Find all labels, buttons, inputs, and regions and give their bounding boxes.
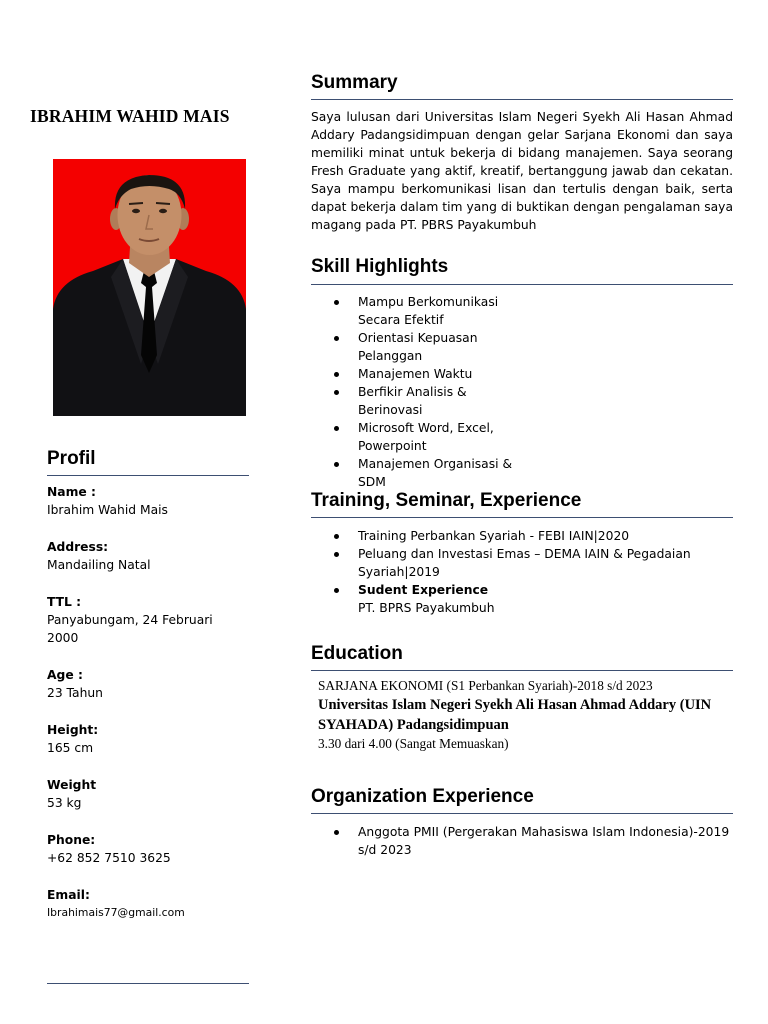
- skill-text: Manajemen Waktu: [358, 367, 473, 381]
- field-label: Weight: [47, 778, 97, 792]
- organization-list: [311, 823, 733, 859]
- list-item: [311, 455, 526, 491]
- student-experience-title: Sudent Experience: [358, 583, 489, 597]
- organization-heading: Organization Experience: [311, 786, 534, 807]
- education-divider: [311, 670, 733, 671]
- summary-text: Saya lulusan dari Universitas Islam Negeri Syekh Ali Hasan Ahmad Addary Padangsidimpuan dengan gelar Sarjana Ekonomi dan saya memiliki minat untuk bekerja di bidang manajemen. Saya seorang Fresh Graduate yang aktif, kreatif, bertanggung jawab dan cekatan. Saya mampu berkomunikasi lisan dan tertulis dengan baik, serta dapat bekerja dalam tim yang di buktikan dengan pengalaman saya magang pada PT. PBRS Payakumbuh: [311, 110, 733, 232]
- field-value: Mandailing Natal: [47, 558, 151, 572]
- field-value: 23 Tahun: [47, 686, 103, 700]
- profile-photo: [53, 159, 246, 416]
- left-bottom-divider: [47, 983, 249, 984]
- education-university: Universitas Islam Negeri Syekh Ali Hasan Ahmad Addary (UIN SYAHADA) Padangsidimpuan: [318, 697, 712, 733]
- bullet-icon: [334, 588, 339, 593]
- training-divider: [311, 517, 733, 518]
- education-gpa: 3.30 dari 4.00 (Sangat Memuaskan): [318, 736, 509, 751]
- skill-text: Manajemen Organisasi & SDM: [358, 457, 513, 489]
- summary-heading: Summary: [311, 72, 398, 93]
- field-value: Panyabungam, 24 Februari 2000: [47, 613, 213, 645]
- bullet-icon: [334, 830, 339, 835]
- profile-email-field: [47, 887, 257, 922]
- organization-divider: [311, 813, 733, 814]
- profile-name-field: [47, 484, 257, 519]
- field-label: Age :: [47, 668, 83, 682]
- skills-list: [311, 293, 526, 491]
- list-item: [311, 581, 733, 617]
- skills-heading: Skill Highlights: [311, 256, 449, 277]
- candidate-name: IBRAHIM WAHID MAIS: [30, 106, 230, 126]
- field-value: Ibrahimais77@gmail.com: [47, 906, 185, 919]
- bullet-icon: [334, 390, 339, 395]
- list-item: [311, 293, 526, 329]
- skill-text: Orientasi Kepuasan Pelanggan: [358, 331, 478, 363]
- profile-age-field: [47, 667, 257, 702]
- profile-height-field: [47, 722, 257, 757]
- student-experience-place: PT. BPRS Payakumbuh: [358, 601, 495, 615]
- list-item: [311, 419, 526, 455]
- skill-text: Mampu Berkomunikasi Secara Efektif: [358, 295, 499, 327]
- list-item: [311, 365, 526, 383]
- field-label: Name :: [47, 485, 96, 499]
- field-value: Ibrahim Wahid Mais: [47, 503, 168, 517]
- training-text: Training Perbankan Syariah - FEBI IAIN|2020: [358, 529, 630, 543]
- bullet-icon: [334, 372, 339, 377]
- bullet-icon: [334, 336, 339, 341]
- profile-phone-field: [47, 832, 257, 867]
- training-list: [311, 527, 733, 617]
- list-item: [311, 329, 526, 365]
- profile-ttl-field: [47, 594, 257, 647]
- field-label: Email:: [47, 888, 90, 902]
- bullet-icon: [334, 534, 339, 539]
- education-heading: Education: [311, 643, 403, 664]
- profile-address-field: [47, 539, 257, 574]
- list-item: [311, 527, 733, 545]
- bullet-icon: [334, 462, 339, 467]
- profile-heading: Profil: [47, 448, 96, 469]
- bullet-icon: [334, 426, 339, 431]
- list-item: [311, 383, 526, 419]
- field-label: Height:: [47, 723, 99, 737]
- profile-weight-field: [47, 777, 257, 812]
- skill-text: Berfikir Analisis & Berinovasi: [358, 385, 467, 417]
- education-entry: [318, 677, 738, 753]
- organization-text: Anggota PMII (Pergerakan Mahasiswa Islam Indonesia)-2019 s/d 2023: [358, 825, 730, 857]
- summary-divider: [311, 99, 733, 100]
- skill-text: Microsoft Word, Excel, Powerpoint: [358, 421, 494, 453]
- field-value: 53 kg: [47, 796, 82, 810]
- field-label: Phone:: [47, 833, 96, 847]
- skills-divider: [311, 284, 733, 285]
- field-label: Address:: [47, 540, 109, 554]
- list-item: [311, 823, 733, 859]
- bullet-icon: [334, 552, 339, 557]
- person-portrait-icon: [53, 159, 246, 416]
- training-text: Peluang dan Investasi Emas – DEMA IAIN & Pegadaian Syariah|2019: [358, 547, 691, 579]
- field-label: TTL :: [47, 595, 82, 609]
- field-value: 165 cm: [47, 741, 94, 755]
- list-item: [311, 545, 733, 581]
- training-heading: Training, Seminar, Experience: [311, 490, 582, 511]
- profile-divider: [47, 475, 249, 476]
- bullet-icon: [334, 300, 339, 305]
- profile-details: [47, 484, 257, 942]
- education-degree: SARJANA EKONOMI (S1 Perbankan Syariah)-2018 s/d 2023: [318, 678, 653, 693]
- field-value: +62 852 7510 3625: [47, 851, 171, 865]
